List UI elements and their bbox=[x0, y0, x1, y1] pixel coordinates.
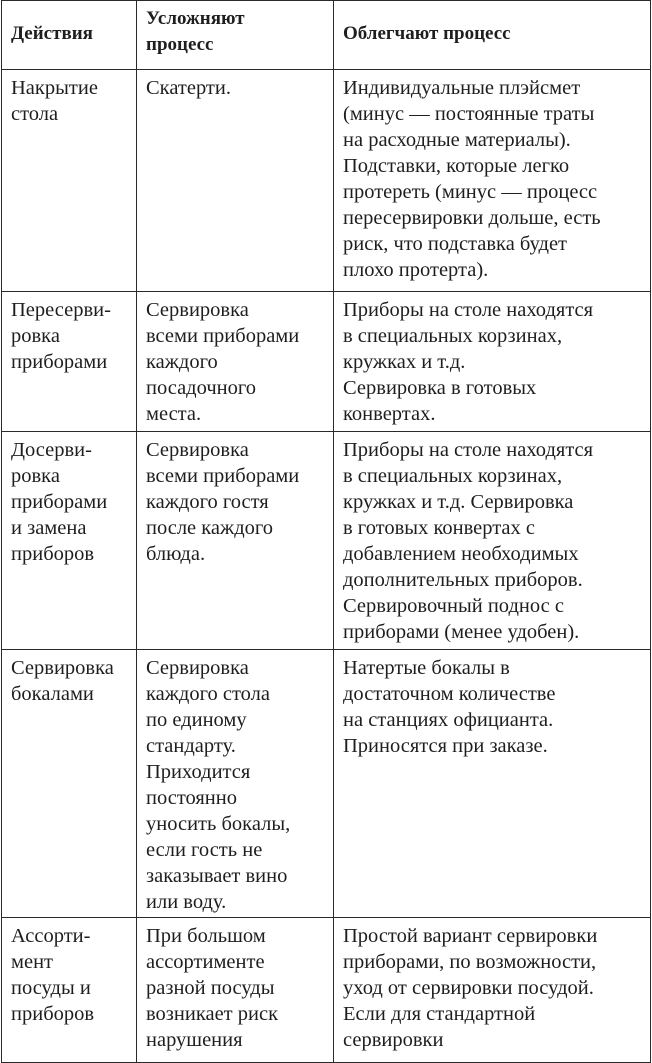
header-complicate bbox=[137, 1, 334, 70]
simplify-cell-line: Сервировка в готовых bbox=[343, 377, 537, 399]
action-cell-line: приборов bbox=[11, 543, 95, 565]
complicate-cell-line: после каждого bbox=[146, 517, 274, 539]
simplify-cell-line: Индивидуальные плэйсмет bbox=[343, 77, 581, 99]
complicate-cell-line: каждого гостя bbox=[146, 491, 269, 513]
simplify-cell bbox=[334, 650, 651, 918]
action-cell bbox=[2, 650, 137, 918]
action-cell-line: приборами bbox=[11, 491, 108, 513]
complicate-cell-line: ассортименте bbox=[146, 951, 265, 973]
simplify-cell-line: дополнительных приборов. bbox=[343, 569, 583, 591]
complicate-cell-line: уносить бокалы, bbox=[146, 813, 291, 835]
complicate-cell bbox=[137, 432, 334, 650]
complicate-cell-line: каждого стола bbox=[146, 683, 270, 705]
complicate-cell-line: При большом bbox=[146, 925, 266, 947]
header-simplify bbox=[334, 1, 651, 70]
complicate-cell-line: постоянно bbox=[146, 787, 237, 809]
table-body bbox=[2, 70, 651, 1063]
action-cell-line: ровка bbox=[11, 465, 60, 487]
action-cell bbox=[2, 292, 137, 432]
simplify-cell-line: пересервировки дольше, есть bbox=[343, 207, 601, 229]
action-cell-line: Сервировка bbox=[11, 657, 114, 679]
simplify-cell-line: приборами (менее удобен). bbox=[343, 621, 580, 643]
simplify-cell-line: риск, что подставка будет bbox=[343, 233, 568, 255]
simplify-cell-line: плохо протерта). bbox=[343, 259, 489, 281]
table-header-row bbox=[2, 1, 651, 70]
action-cell-line: ровка bbox=[11, 325, 60, 347]
simplify-cell-line: Натертые бокалы в bbox=[343, 657, 510, 679]
action-cell bbox=[2, 918, 137, 1063]
simplify-cell-line: кружках и т.д. bbox=[343, 351, 466, 373]
table-row bbox=[2, 432, 651, 650]
complicate-cell-line: Скатерти. bbox=[146, 77, 231, 99]
simplify-cell-line: Приборы на столе находятся bbox=[343, 299, 594, 321]
action-cell-line: Накрытие bbox=[11, 77, 98, 99]
complicate-cell-line: нарушения bbox=[146, 1029, 243, 1051]
header-actions-line: Действия bbox=[11, 23, 93, 44]
simplify-cell-line: Приборы на столе находятся bbox=[343, 439, 594, 461]
simplify-cell-line: Приносятся при заказе. bbox=[343, 735, 548, 757]
table-row bbox=[2, 70, 651, 292]
simplify-cell-line: сервировки bbox=[343, 1029, 444, 1051]
action-cell-line: мент bbox=[11, 951, 54, 973]
header-simplify-line: Облегчают процесс bbox=[343, 23, 511, 44]
simplify-cell-line: конвертах. bbox=[343, 403, 436, 425]
simplify-cell-line: добавлением необходимых bbox=[343, 543, 579, 565]
complicate-cell-line: посадочного bbox=[146, 377, 257, 399]
simplify-cell-line: Сервировочный поднос с bbox=[343, 595, 564, 617]
complicate-cell bbox=[137, 650, 334, 918]
table-row bbox=[2, 292, 651, 432]
complicate-cell bbox=[137, 918, 334, 1063]
header-complicate-line: процесс bbox=[146, 34, 214, 55]
action-cell-line: Пересерви- bbox=[11, 299, 111, 321]
action-cell-line: бокалами bbox=[11, 683, 94, 705]
table-row bbox=[2, 650, 651, 918]
simplify-cell-line: в специальных корзинах, bbox=[343, 465, 563, 487]
action-cell-line: стола bbox=[11, 103, 59, 125]
complicate-cell-line: если гость не bbox=[146, 839, 263, 861]
simplify-cell-line: кружках и т.д. Сервировка bbox=[343, 491, 574, 513]
action-cell-line: и замена bbox=[11, 517, 87, 539]
simplify-cell bbox=[334, 432, 651, 650]
complicate-cell-line: по единому bbox=[146, 709, 247, 731]
complicate-cell-line: заказывает вино bbox=[146, 865, 288, 887]
complicate-cell-line: каждого bbox=[146, 351, 218, 373]
complicate-cell-line: Приходится bbox=[146, 761, 251, 783]
complicate-cell-line: блюда. bbox=[146, 543, 206, 565]
simplify-cell-line: уход от сервировки посудой. bbox=[343, 977, 594, 999]
simplify-cell-line: в специальных корзинах, bbox=[343, 325, 563, 347]
action-cell bbox=[2, 432, 137, 650]
action-cell bbox=[2, 70, 137, 292]
simplify-cell-line: протереть (минус — процесс bbox=[343, 181, 598, 203]
header-complicate-line: Усложняют bbox=[146, 8, 245, 29]
simplify-cell-line: (минус — постоянные траты bbox=[343, 103, 595, 125]
action-cell-line: Досерви- bbox=[11, 439, 92, 461]
simplify-cell-line: достаточном количестве bbox=[343, 683, 556, 705]
complicate-cell-line: разной посуды bbox=[146, 977, 275, 999]
simplify-cell bbox=[334, 292, 651, 432]
action-cell-line: приборами bbox=[11, 351, 108, 373]
complicate-cell bbox=[137, 70, 334, 292]
complicate-cell-line: Сервировка bbox=[146, 299, 249, 321]
complicate-cell-line: всеми приборами bbox=[146, 465, 300, 487]
serving-process-table bbox=[1, 0, 651, 1063]
action-cell-line: Ассорти- bbox=[11, 925, 91, 947]
simplify-cell-line: Подставки, которые легко bbox=[343, 155, 570, 177]
simplify-cell-line: приборами, по возможности, bbox=[343, 951, 597, 973]
complicate-cell-line: Сервировка bbox=[146, 657, 249, 679]
action-cell-line: приборов bbox=[11, 1003, 95, 1025]
complicate-cell bbox=[137, 292, 334, 432]
complicate-cell-line: Сервировка bbox=[146, 439, 249, 461]
simplify-cell-line: Если для стандартной bbox=[343, 1003, 536, 1025]
table-row bbox=[2, 918, 651, 1063]
simplify-cell bbox=[334, 70, 651, 292]
complicate-cell-line: стандарту. bbox=[146, 735, 236, 757]
complicate-cell-line: возникает риск bbox=[146, 1003, 279, 1025]
simplify-cell-line: Простой вариант сервировки bbox=[343, 925, 598, 947]
complicate-cell-line: или воду. bbox=[146, 891, 227, 913]
simplify-cell-line: в готовых конвертах с bbox=[343, 517, 536, 539]
complicate-cell-line: места. bbox=[146, 403, 202, 425]
complicate-cell-line: всеми приборами bbox=[146, 325, 300, 347]
simplify-cell bbox=[334, 918, 651, 1063]
simplify-cell-line: на расходные материалы). bbox=[343, 129, 571, 151]
simplify-cell-line: на станциях официанта. bbox=[343, 709, 554, 731]
header-actions bbox=[2, 1, 137, 70]
action-cell-line: посуды и bbox=[11, 977, 91, 999]
